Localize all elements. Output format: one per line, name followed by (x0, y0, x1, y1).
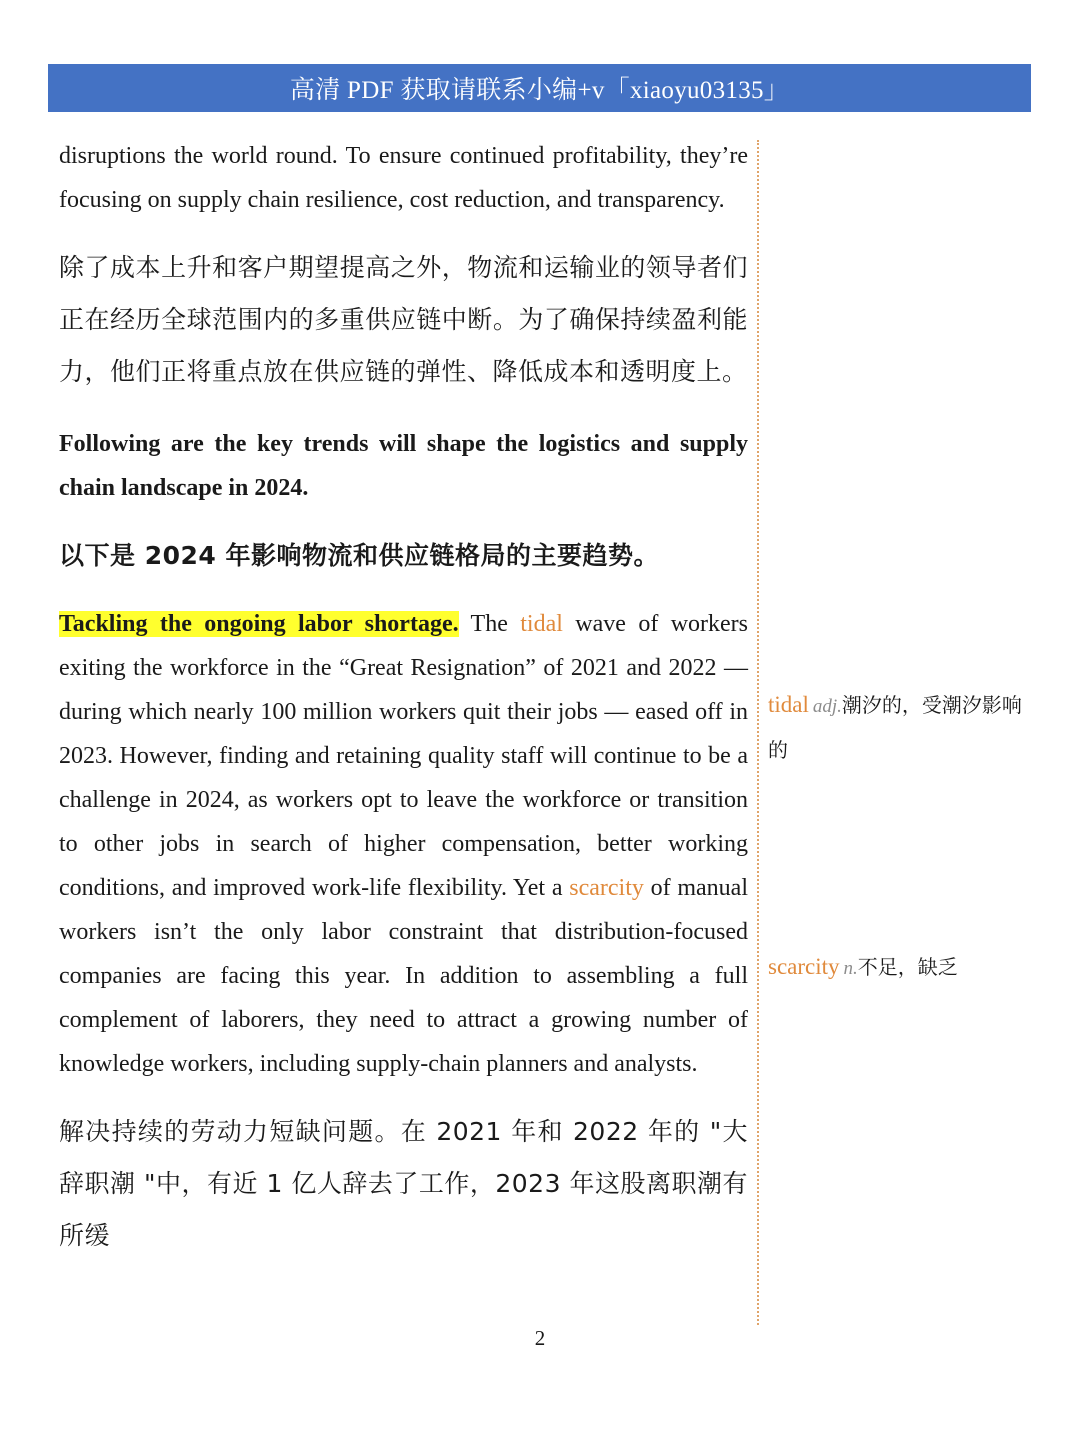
note-definition: 不足，缺乏 (857, 955, 958, 979)
margin-divider (757, 140, 759, 1325)
text-run: The (458, 611, 521, 637)
paragraph-labor-shortage (59, 602, 748, 1086)
text-run: wave of workers exiting the workforce in the “Great Resignation” of 2021 and 2022 — during which nearly 100 million workers quit their jobs — eased off in 2023. However, finding and retaining quality staff will continue to be a challenge in 2024, as workers opt to leave the workforce or transition to other jobs in search of higher compensation, better working conditions, and improved work-life flexibility. Yet a (59, 611, 749, 901)
vocab-word-tidal: tidal (520, 611, 563, 637)
contact-banner (48, 64, 1031, 112)
section-heading-english: Following are the key trends will shape the logistics and supply chain landscape in 2024. (59, 431, 748, 501)
note-definition: 潮汐的，受潮汐影响的 (768, 693, 1022, 762)
note-part-of-speech: adj. (812, 696, 842, 717)
vocab-word-scarcity: scarcity (569, 875, 644, 901)
text-run: of manual workers isn’t the only labor constraint that distribution-focused companies are facing this year. In addition to assembling a full complement of laborers, they need to attract a growing number of knowledge workers, including supply-chain planners and analysts. (59, 875, 748, 1077)
margin-note-scarcity (768, 946, 1030, 991)
main-text-column (59, 134, 748, 1262)
highlighted-topic: Tackling the ongoing labor shortage. (59, 611, 459, 637)
paragraph-chinese-labor: 解决持续的劳动力短缺问题。在 2021 年和 2022 年的 "大辞职潮 "中，有近 1 亿人辞去了工作，2023 年这股离职潮有所缓 (59, 1117, 748, 1250)
paragraph-english-intro: disruptions the world round. To ensure continued profitability, they’re focusing on supply chain resilience, cost reduction, and transparency. (59, 143, 748, 213)
banner-text: 高清 PDF 获取请联系小编+v「xiaoyu03135」 (289, 77, 790, 104)
note-word: tidal (768, 692, 809, 717)
note-word: scarcity (768, 954, 840, 979)
paragraph-chinese-intro: 除了成本上升和客户期望提高之外，物流和运输业的领导者们正在经历全球范围内的多重供应链中断。为了确保持续盈利能力，他们正将重点放在供应链的弹性、降低成本和透明度上。 (59, 253, 748, 386)
note-part-of-speech: n. (843, 958, 858, 979)
section-heading-chinese: 以下是 2024 年影响物流和供应链格局的主要趋势。 (59, 541, 659, 570)
margin-note-tidal (768, 684, 1030, 774)
page-number: 2 (534, 1326, 546, 1350)
